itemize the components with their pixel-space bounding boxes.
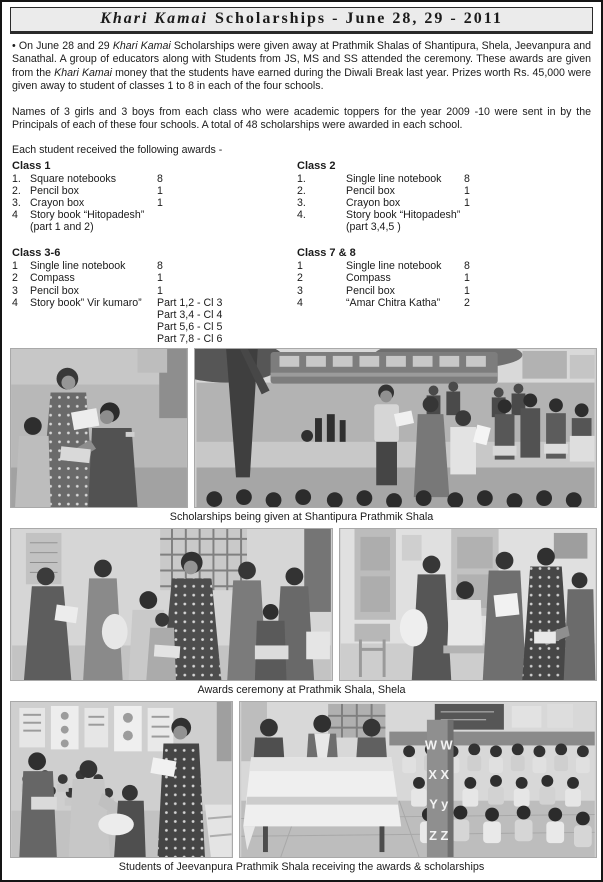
class-1-title: Class 1: [12, 159, 51, 172]
award-row: 3. Crayon box 1: [297, 197, 470, 210]
pillar-letters-w: W W: [424, 737, 453, 753]
award-row: 4 Story book “Hitopadesh” (part 1 and 2): [12, 209, 145, 234]
awards-right-column: [297, 160, 589, 345]
class-7-8-title: Class 7 & 8: [297, 247, 356, 260]
photo-jeevanpura-right-illustration: [240, 702, 596, 857]
award-row: 4. Story book “Hitopadesh” (part 3,4,5 ): [297, 209, 461, 234]
intro-paragraph: • On June 28 and 29 Khari Kamai Scholarships were given away at Prathmik Shalas of Shantipura, Shela, Jeevanpura and Sanathal. A group of educators along with Students from JS, MS and SS attended the ceremony. These awards are given from the Khari Kamai money that the students have earned during the Diwali Break last year. Prizes worth Rs. 45,000 were given away to student of classes 1 to 8 in each of the four schools.: [12, 40, 592, 93]
class-1-block: [12, 160, 297, 233]
bullet: •: [12, 40, 19, 52]
caption-shela: Awards ceremony at Prathmik Shala, Shela: [197, 683, 406, 696]
photo-jeevanpura-left: [10, 701, 233, 858]
wall-posters: [19, 706, 173, 751]
photo-shantipura-right-illustration: [195, 349, 596, 507]
photo-shela-right-illustration: [340, 529, 596, 680]
award-row: 3 Pencil box 1: [12, 284, 163, 297]
award-row: 1 Single line notebook 8: [12, 260, 163, 273]
award-row: 1 Single line notebook 8: [297, 260, 470, 273]
awards-table: [12, 160, 591, 345]
page-title-rest: Scholarships - June 28, 29 - 2011: [215, 10, 503, 27]
award-row: 4 “Amar Chitra Katha” 2: [297, 296, 470, 309]
awards-intro: Each student received the following awards -: [12, 144, 223, 157]
award-row: 1. Square notebooks 8: [12, 172, 163, 185]
class-7-8-block: [297, 247, 589, 308]
photo-section-jeevanpura: [2, 701, 601, 875]
award-row: 2. Pencil box 1: [12, 184, 163, 197]
award-row: 2. Pencil box 1: [297, 184, 470, 197]
class-2-title: Class 2: [297, 159, 336, 172]
pillar-letters-x: X X: [428, 766, 450, 782]
pillar-letters-z: Z Z: [429, 828, 449, 844]
gift-parcel: [98, 814, 134, 836]
award-row: 2 Compass 1: [12, 272, 163, 285]
photo-jeevanpura-left-illustration: [11, 702, 232, 857]
class-2-block: [297, 160, 589, 233]
photo-jeevanpura-right: [239, 701, 597, 858]
summary-paragraph: Names of 3 girls and 3 boys from each class who were academic toppers for the year 2009 -10 were sent in by the Principals of each of these four schools. A total of 48 scholarships were awarded in each school.: [12, 105, 591, 132]
caption-jeevanpura: Students of Jeevanpura Prathmik Shala receiving the awards & scholarships: [118, 860, 485, 873]
photo-section-shela: [2, 528, 601, 698]
photo-shantipura-left: [10, 348, 188, 508]
photo-shela-right: [339, 528, 597, 681]
awards-left-column: [12, 160, 297, 345]
award-row: 3. Crayon box 1: [12, 197, 163, 210]
award-row: 4 Story book” Vir kumaro” Part 1,2 - Cl 3 Part 3,4 - Cl 4 Part 5,6 - Cl 5 Part 7,8 - Cl 6: [12, 296, 223, 345]
page-title-italic: Khari Kamai: [100, 10, 208, 27]
award-row: 2 Compass 1: [297, 272, 470, 285]
photo-shela-left-illustration: [11, 529, 332, 680]
pillar-letters-y: Y y: [429, 796, 449, 812]
photo-shantipura-left-illustration: [11, 349, 187, 507]
photo-shantipura-right: [194, 348, 597, 508]
alphabet-pillar: [425, 720, 454, 857]
photo-shela-left: [10, 528, 333, 681]
bus: [271, 352, 498, 384]
woman-with-papers: [483, 552, 526, 680]
page-title: [10, 7, 593, 34]
photo-section-shantipura: [2, 348, 601, 525]
award-row: 1. Single line notebook 8: [297, 172, 470, 185]
award-row: 3 Pencil box 1: [297, 284, 470, 297]
caption-shantipura: Scholarships being given at Shantipura Prathmik Shala: [169, 510, 434, 523]
class-3-6-block: [12, 247, 297, 345]
class-3-6-title: Class 3-6: [12, 247, 61, 260]
chair: [355, 624, 391, 642]
